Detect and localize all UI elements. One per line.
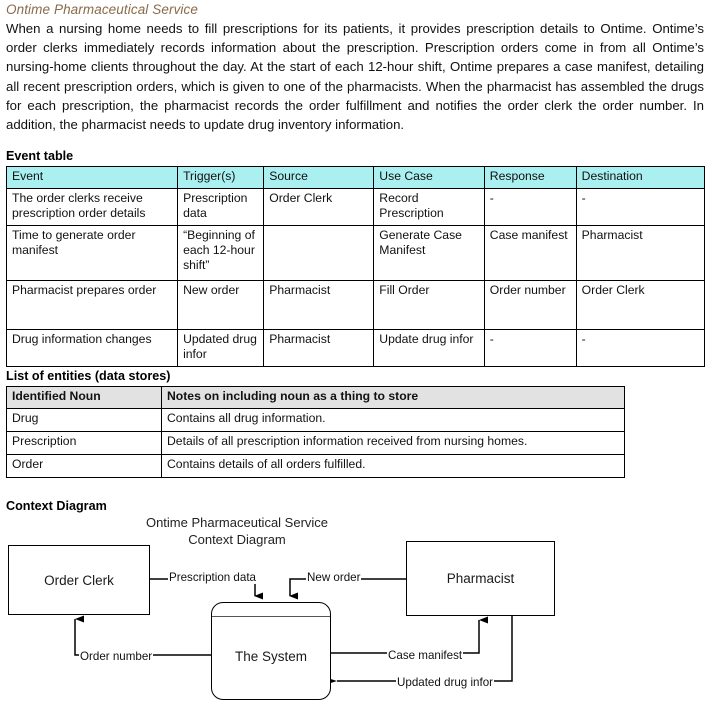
cell-source: Order Clerk xyxy=(264,189,374,226)
cell-notes: Contains details of all orders fulfilled. xyxy=(162,455,625,478)
cell-trigger: Prescription data xyxy=(178,189,264,226)
intro-paragraph: When a nursing home needs to fill prescriptions for its patients, it provides prescription details to Ontime. Ontime’s order clerks immediately records information about the prescription. Prescription orders come in from all Ontime’s nursing-home clients throughout the day. At the start of each 12-hour shift, Ontime prepares a case manifest, detailing all recent prescription orders, which is given to one of the pharmacists. When the pharmacist has assembled the drugs for each prescription, the pharmacist records the order fulfillment and notifies the order clerk the order number. In addition, the pharmacist needs to update drug inventory information. xyxy=(6,21,704,133)
entity-box-pharmacist xyxy=(406,541,555,616)
cell-response: - xyxy=(484,189,576,226)
table-row xyxy=(7,281,705,330)
table-row xyxy=(7,330,705,367)
cell-source xyxy=(264,226,374,281)
cell-response: Case manifest xyxy=(484,226,576,281)
table-row xyxy=(7,409,625,432)
col-header-source: Source xyxy=(264,167,374,189)
cell-destination: - xyxy=(576,189,704,226)
entities-table xyxy=(6,386,625,478)
cell-use-case: Generate Case Manifest xyxy=(374,226,484,281)
flow-label-case-manifest: Case manifest xyxy=(388,649,463,662)
flow-updated-drug-infor xyxy=(337,614,512,681)
col-header-notes: Notes on including noun as a thing to store xyxy=(162,387,625,409)
entities-table-heading: List of entities (data stores) xyxy=(6,369,171,383)
cell-noun: Drug xyxy=(7,409,162,432)
cell-destination: Order Clerk xyxy=(576,281,704,330)
cell-event: Time to generate order manifest xyxy=(7,226,178,281)
cell-response: Order number xyxy=(484,281,576,330)
table-header-row xyxy=(7,387,625,409)
cell-use-case: Fill Order xyxy=(374,281,484,330)
cell-event: Drug information changes xyxy=(7,330,178,367)
cell-event: The order clerks receive prescription order details xyxy=(7,189,178,226)
entities-table-head xyxy=(7,387,625,409)
cell-trigger: New order xyxy=(178,281,264,330)
entity-label-order-clerk: Order Clerk xyxy=(44,572,114,588)
table-row xyxy=(7,189,705,226)
col-header-event: Event xyxy=(7,167,178,189)
page-title: Ontime Pharmaceutical Service xyxy=(6,2,198,17)
cell-noun: Order xyxy=(7,455,162,478)
flow-label-updated-drug-infor: Updated drug infor xyxy=(397,676,494,689)
flow-label-prescription-data: Prescription data xyxy=(169,571,256,584)
cell-event: Pharmacist prepares order xyxy=(7,281,178,330)
table-header-row xyxy=(7,167,705,189)
process-box-system xyxy=(211,602,331,700)
table-row xyxy=(7,432,625,455)
entity-box-order-clerk xyxy=(8,545,150,615)
system-box-divider xyxy=(212,616,330,617)
diagram-title-line1: Ontime Pharmaceutical Service xyxy=(145,515,329,530)
context-diagram-heading: Context Diagram xyxy=(6,499,107,513)
col-header-use-case: Use Case xyxy=(374,167,484,189)
cell-response: - xyxy=(484,330,576,367)
cell-trigger: “Beginning of each 12-hour shift” xyxy=(178,226,264,281)
context-diagram xyxy=(0,505,710,720)
flow-label-order-number: Order number xyxy=(80,650,153,663)
cell-destination: - xyxy=(576,330,704,367)
cell-use-case: Record Prescription xyxy=(374,189,484,226)
cell-notes: Contains all drug information. xyxy=(162,409,625,432)
col-header-trigger: Trigger(s) xyxy=(178,167,264,189)
cell-trigger: Updated drug infor xyxy=(178,330,264,367)
cell-source: Pharmacist xyxy=(264,330,374,367)
entity-label-pharmacist: Pharmacist xyxy=(446,571,515,586)
process-label-system: The System xyxy=(234,649,308,664)
cell-destination: Pharmacist xyxy=(576,226,704,281)
cell-notes: Details of all prescription information received from nursing homes. xyxy=(162,432,625,455)
flow-label-new-order: New order xyxy=(307,571,361,584)
cell-source: Pharmacist xyxy=(264,281,374,330)
entities-table-body xyxy=(7,409,625,478)
table-row xyxy=(7,455,625,478)
diagram-title-line2: Context Diagram xyxy=(188,532,286,547)
event-table-body xyxy=(7,189,705,367)
cell-use-case: Update drug infor xyxy=(374,330,484,367)
cell-noun: Prescription xyxy=(7,432,162,455)
col-header-response: Response xyxy=(484,167,576,189)
col-header-destination: Destination xyxy=(576,167,704,189)
event-table-heading: Event table xyxy=(6,149,74,163)
col-header-identified-noun: Identified Noun xyxy=(7,387,162,409)
event-table-head xyxy=(7,167,705,189)
event-table xyxy=(6,166,705,367)
table-row xyxy=(7,226,705,281)
